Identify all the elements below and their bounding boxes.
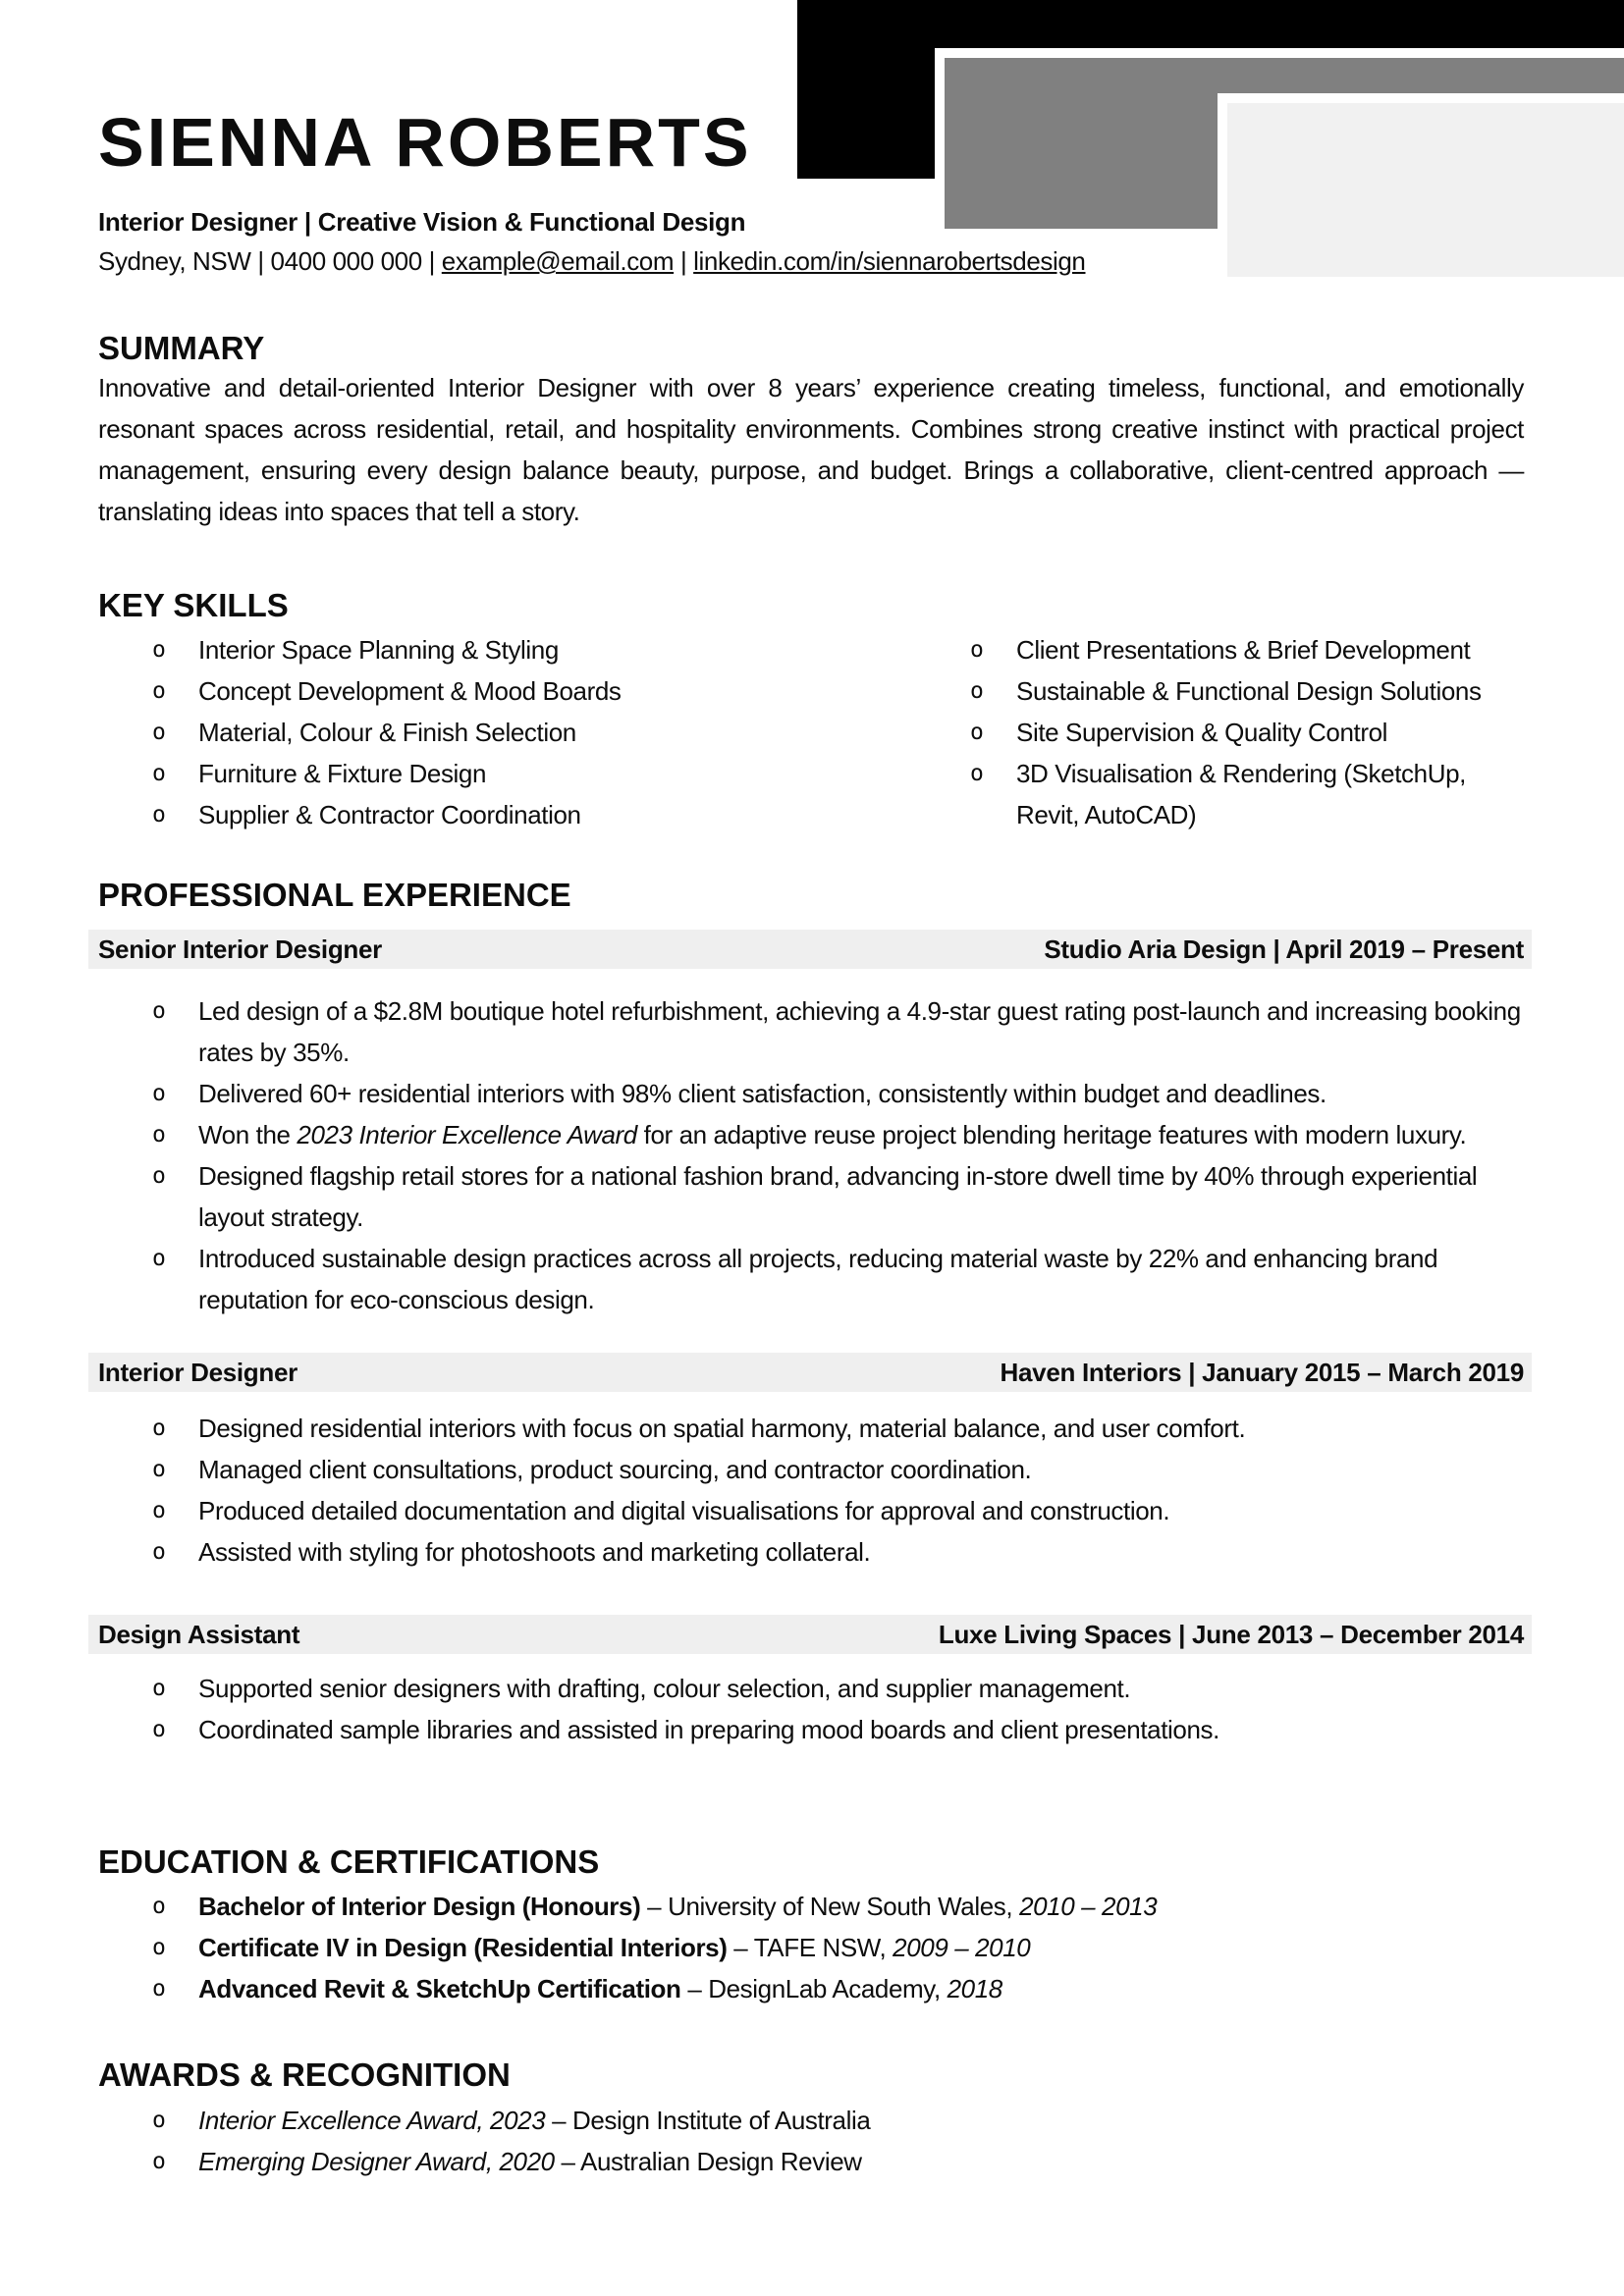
education-list [98, 1886, 1524, 2009]
bullet-marker: o [152, 1894, 166, 1919]
skill-text: Interior Space Planning & Styling [198, 635, 559, 665]
skill-item [98, 670, 916, 712]
job-title: Design Assistant [98, 1620, 300, 1649]
awards-list [98, 2100, 1524, 2182]
bullet-marker: o [152, 1498, 166, 1523]
skill-text: Furniture & Fixture Design [198, 759, 487, 788]
job-bullet [98, 1709, 1524, 1750]
job-bullet-text: Led design of a $2.8M boutique hotel refurbishment, achieving a 4.9-star guest rating post-launch and increasing booking rates by 35%. [198, 996, 1521, 1067]
job-bullet-text: Supported senior designers with drafting, colour selection, and supplier management. [198, 1674, 1131, 1703]
contact-location: Sydney, NSW [98, 246, 251, 276]
job-title: Interior Designer [98, 1358, 298, 1387]
bullet-marker: o [152, 1122, 166, 1148]
bullet-marker: o [970, 761, 984, 786]
job-title-bar [88, 1615, 1532, 1654]
skill-item [916, 629, 1524, 670]
candidate-name: SIENNA ROBERTS [98, 104, 752, 181]
skill-text: Supplier & Contractor Coordination [198, 800, 581, 829]
bullet-marker: o [152, 1415, 166, 1441]
institution: – DesignLab Academy, [680, 1974, 947, 2003]
summary-paragraph: Innovative and detail-oriented Interior Designer with over 8 years’ experience creating timeless, functional, and emotionally resonant spaces across residential, retail, and hospitality environments. Combines strong creative instinct with practical project management, ensuring every design balance beauty, purpose, and budget. Brings a collaborative, client-centred approach — translating ideas into spaces that tell a story. [98, 373, 1524, 526]
job-bullet-text [198, 1114, 1524, 1155]
job-bullet [98, 1073, 1524, 1114]
bullet-text-italic-run: 2023 Interior Excellence Award [297, 1120, 637, 1149]
education-heading: EDUCATION & CERTIFICATIONS [98, 1843, 600, 1880]
institution: – TAFE NSW, [727, 1933, 893, 1962]
skills-columns [98, 629, 1524, 835]
award-text [198, 2100, 1524, 2141]
bullet-marker: o [152, 998, 166, 1024]
skill-text: Client Presentations & Brief Development [1016, 635, 1471, 665]
decor-lightgray-rectangle [1218, 93, 1624, 277]
job-bullet-text: Assisted with styling for photoshoots and marketing collateral. [198, 1537, 871, 1567]
job-bullet-text: Introduced sustainable design practices across all projects, reducing material waste by 22% and enhancing brand reputation for eco-conscious design. [198, 1244, 1438, 1314]
section-education [98, 1844, 1524, 2009]
bullet-marker: o [152, 678, 166, 704]
summary-heading: SUMMARY [98, 330, 265, 366]
bullet-marker: o [152, 2149, 166, 2174]
job-bullet [98, 1531, 1524, 1573]
skill-text: Material, Colour & Finish Selection [198, 718, 576, 747]
bullet-marker: o [970, 637, 984, 663]
job-title-bar [88, 930, 1532, 969]
bullet-marker: o [152, 802, 166, 828]
education-item [98, 1886, 1524, 1927]
email-link[interactable]: example@email.com [441, 246, 675, 276]
contact-line [98, 240, 1086, 282]
skill-item [98, 753, 916, 794]
linkedin-link[interactable]: linkedin.com/in/siennarobertsdesign [693, 246, 1086, 276]
bullet-marker: o [152, 1717, 166, 1742]
experience-heading: PROFESSIONAL EXPERIENCE [98, 877, 571, 913]
education-text [198, 1927, 1524, 1968]
education-years: 2009 – 2010 [893, 1933, 1031, 1962]
degree-name: Certificate IV in Design (Residential Interiors) [198, 1933, 728, 1962]
job-bullet-text: Produced detailed documentation and digital visualisations for approval and construction. [198, 1496, 1170, 1525]
job-bullet-text: Coordinated sample libraries and assisted in preparing mood boards and client presentations. [198, 1715, 1219, 1744]
job-title: Senior Interior Designer [98, 934, 382, 964]
degree-name: Bachelor of Interior Design (Honours) [198, 1892, 641, 1921]
award-text [198, 2141, 1524, 2182]
bullet-marker: o [152, 1976, 166, 2002]
education-item [98, 1927, 1524, 1968]
candidate-title: Interior Designer | Creative Vision & Functional Design [98, 207, 746, 237]
education-item [98, 1968, 1524, 2009]
job-title-bar [88, 1353, 1532, 1392]
job-company-dates: Luxe Living Spaces | June 2013 – December 2014 [938, 1620, 1524, 1649]
bullet-marker: o [970, 678, 984, 704]
skill-item [916, 753, 1524, 835]
skill-text: Sustainable & Functional Design Solutions [1016, 676, 1482, 706]
skill-item [916, 712, 1524, 753]
section-awards [98, 2057, 1524, 2182]
education-years: 2018 [947, 1974, 1002, 2003]
job-company-dates: Haven Interiors | January 2015 – March 2019 [1000, 1358, 1524, 1387]
skill-text: 3D Visualisation & Rendering (SketchUp, Revit, AutoCAD) [1016, 759, 1466, 829]
skill-text: Site Supervision & Quality Control [1016, 718, 1388, 747]
award-org: – Australian Design Review [554, 2147, 862, 2176]
award-org: – Design Institute of Australia [545, 2106, 871, 2135]
institution: – University of New South Wales, [640, 1892, 1020, 1921]
degree-name: Advanced Revit & SketchUp Certification [198, 1974, 681, 2003]
award-item [98, 2100, 1524, 2141]
contact-separator: | [674, 246, 694, 276]
section-experience [98, 878, 1524, 1750]
skills-column-left [98, 629, 916, 835]
bullet-marker: o [152, 637, 166, 663]
bullet-text-run: for an adaptive reuse project blending heritage features with modern luxury. [636, 1120, 1467, 1149]
skill-item [98, 712, 916, 753]
job-company-dates: Studio Aria Design | April 2019 – Present [1044, 934, 1524, 964]
education-text [198, 1968, 1524, 2009]
job-bullet [98, 1238, 1524, 1320]
job-bullet-text: Designed residential interiors with focus on spatial harmony, material balance, and user comfort. [198, 1414, 1246, 1443]
job-bullet-list [98, 1408, 1524, 1573]
bullet-marker: o [152, 1539, 166, 1565]
bullet-marker: o [970, 720, 984, 745]
key-skills-heading: KEY SKILLS [98, 587, 289, 623]
skills-column-right [916, 629, 1524, 835]
skill-item [98, 794, 916, 835]
award-name: Emerging Designer Award, 2020 [198, 2147, 555, 2176]
job-bullet [98, 1114, 1524, 1155]
award-item [98, 2141, 1524, 2182]
contact-separator: | [250, 246, 271, 276]
bullet-marker: o [152, 1163, 166, 1189]
bullet-text-run: Won the [198, 1120, 298, 1149]
bullet-marker: o [152, 1081, 166, 1106]
bullet-marker: o [152, 720, 166, 745]
bullet-marker: o [152, 1935, 166, 1960]
skill-item [98, 629, 916, 670]
job-bullet [98, 1668, 1524, 1709]
job-bullet-text: Managed client consultations, product sourcing, and contractor coordination. [198, 1455, 1032, 1484]
job-bullet-text: Delivered 60+ residential interiors with 98% client satisfaction, consistently within budget and deadlines. [198, 1079, 1326, 1108]
job-bullet [98, 1490, 1524, 1531]
skill-text: Concept Development & Mood Boards [198, 676, 622, 706]
education-years: 2010 – 2013 [1019, 1892, 1158, 1921]
bullet-marker: o [152, 1676, 166, 1701]
section-summary [98, 331, 1524, 532]
job-bullet [98, 1155, 1524, 1238]
job-bullet-list [98, 1668, 1524, 1750]
job-bullet [98, 1449, 1524, 1490]
award-name: Interior Excellence Award, 2023 [198, 2106, 546, 2135]
section-key-skills [98, 588, 1524, 835]
contact-phone: 0400 000 000 [270, 246, 422, 276]
awards-heading: AWARDS & RECOGNITION [98, 2056, 511, 2093]
contact-separator: | [421, 246, 442, 276]
bullet-marker: o [152, 1457, 166, 1482]
bullet-marker: o [152, 2108, 166, 2133]
skill-item [916, 670, 1524, 712]
job-bullet-text: Designed flagship retail stores for a national fashion brand, advancing in-store dwell time by 40% through experiential layout strategy. [198, 1161, 1478, 1232]
job-bullet [98, 990, 1524, 1073]
job-bullet [98, 1408, 1524, 1449]
bullet-marker: o [152, 1246, 166, 1271]
job-bullet-list [98, 990, 1524, 1320]
bullet-marker: o [152, 761, 166, 786]
education-text [198, 1886, 1524, 1927]
